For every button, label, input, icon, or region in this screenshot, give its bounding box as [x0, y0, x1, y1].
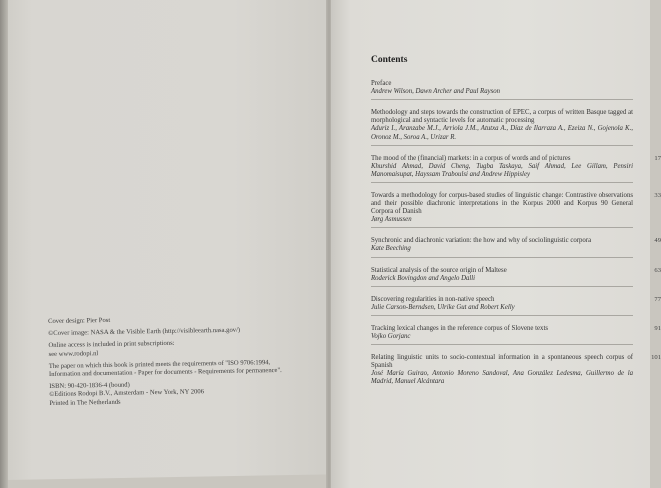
toc-entry — [371, 266, 661, 287]
toc-entry-page: 17 — [654, 154, 661, 162]
toc-entry-authors: Vojko Gorjanc — [371, 332, 411, 340]
contents-heading: Contents — [371, 55, 408, 65]
toc-entry — [371, 324, 661, 345]
page-edge-shadow — [0, 0, 8, 488]
toc-entry — [371, 109, 633, 145]
toc-entry-page: 63 — [654, 266, 661, 274]
toc-entry-authors: Khurshid Ahmad, David Cheng, Tugba Taskaya, Saif Ahmad, Lee Gillam, Pensiri Manomaisupat, Hayssam Traboulsi and Andrew Hippisley — [371, 162, 633, 178]
toc-entry-page: 33 — [654, 191, 661, 199]
toc-entry-page: 77 — [654, 295, 661, 303]
cover-design-credit: Cover design: Pier Post — [48, 316, 111, 325]
toc-entry-page: 101 — [651, 354, 661, 362]
toc-entry-title: Preface — [371, 80, 392, 88]
toc-entry-title: Tracking lexical changes in the reference corpus of Slovene texts — [371, 324, 548, 332]
toc-entry-authors: Kate Beeching — [371, 245, 411, 253]
toc-entry-page: 91 — [654, 324, 661, 332]
toc-entry-authors: Andrew Wilson, Dawn Archer and Paul Rayson — [371, 88, 501, 96]
toc-entry-authors: Aduriz I., Aranzabe M.J., Arriola J.M., Atutxa A., Díaz de Ilarraza A., Ezeiza N., Gojenola K., Oronoz M., Soroa A., Urizar R. — [371, 125, 633, 141]
toc-entry — [371, 80, 633, 100]
toc-entry-title: Discovering regularities in non-native speech — [371, 295, 495, 303]
cover-image-credit: ©Cover image: NASA & the Visible Earth (http://visibleearth.nasa.gov/) — [48, 326, 241, 338]
paper-permanence-note: The paper on which this book is printed meets the requirements of "ISO 9706:1994, Information and documentation - Paper for documents - Requirements for permanence". — [48, 358, 282, 379]
toc-entry-title: Synchronic and diachronic variation: the how and why of sociolinguistic corpora — [371, 237, 592, 245]
toc-entry-title: Methodology and steps towards the construction of EPEC, a corpus of written Basque tagged at morphological and syntactic levels for automatic processing — [371, 109, 633, 125]
online-access-note: Online access is included in print subscriptions: — [48, 340, 175, 350]
toc-entry-title: The mood of the (financial) markets: in a corpus of words and of pictures — [371, 154, 571, 162]
toc-entry-authors: Roderick Bovingdon and Angelo Dalli — [371, 274, 476, 282]
toc-entry-page: 49 — [654, 237, 661, 245]
isbn: ISBN: 90-420-1836-4 (bound) — [49, 381, 130, 391]
toc-entry-authors: Jørg Asmussen — [371, 216, 412, 224]
toc-entry-title: Statistical analysis of the source origin of Maltese — [371, 266, 507, 274]
toc-entry-title: Relating linguistic units to socio-contextual information in a spontaneous speech corpus of Spanish — [371, 354, 633, 370]
online-access-url: see www.rodopi.nl — [48, 349, 99, 358]
publisher-copyright: ©Editions Rodopi B.V., Amsterdam - New York, NY 2006 — [49, 388, 205, 399]
toc-entry — [371, 354, 661, 389]
toc-entry — [371, 237, 661, 257]
toc-entry-authors: Julie Carson-Berndsen, Ulrike Gut and Robert Kelly — [371, 303, 515, 311]
printed-in: Printed in The Netherlands — [49, 398, 121, 407]
toc-entry-title: Towards a methodology for corpus-based studies of linguistic change: Contrastive observations and their possible diachronic interpretations in the Korpus 2000 and Korpus 90 General Corpora of Danish — [371, 191, 633, 216]
table-of-contents — [371, 55, 661, 398]
toc-entry — [371, 191, 661, 228]
toc-entry-authors: José María Guirao, Antonio Moreno Sandoval, Ana González Ledesma, Guillermo de la Madrid, Manuel Alcántara — [371, 370, 633, 386]
toc-entry — [371, 295, 661, 316]
toc-entry — [371, 154, 661, 183]
imprint-block — [48, 314, 290, 412]
